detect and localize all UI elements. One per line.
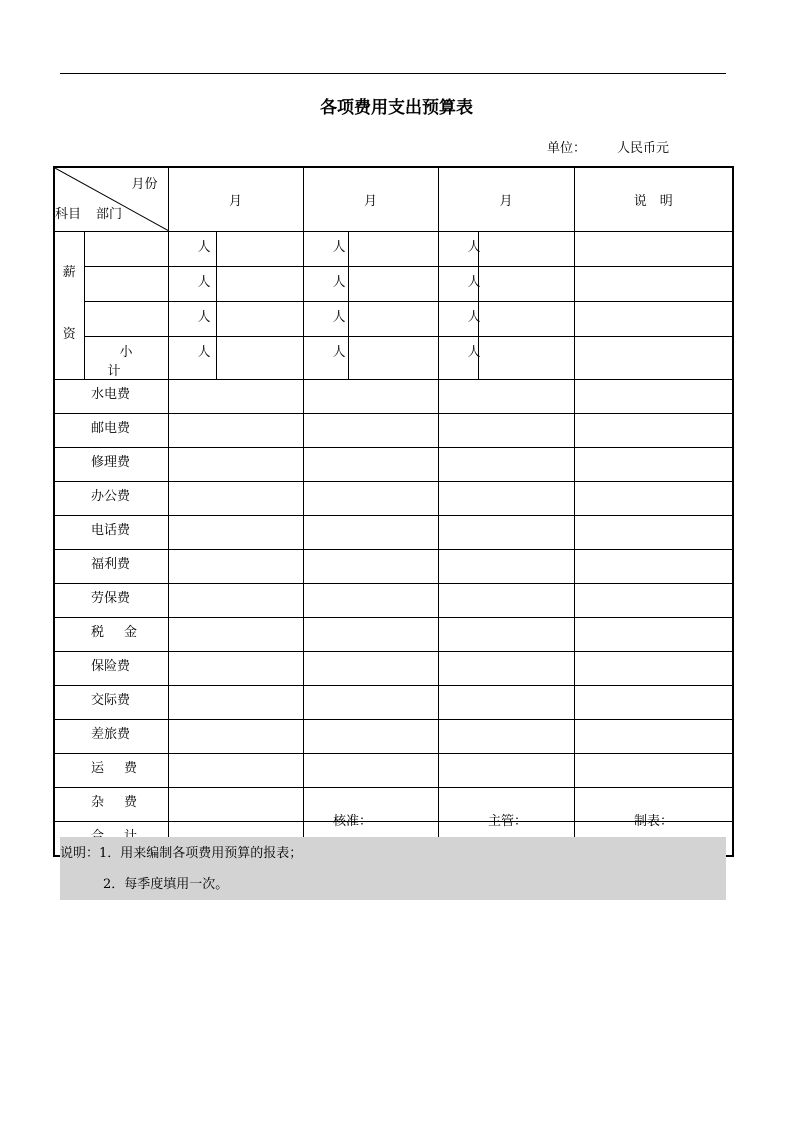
salary-subitem-cell[interactable] [84, 267, 168, 302]
amount-cell[interactable] [303, 754, 438, 788]
corner-subject-label: 科目 [55, 207, 82, 222]
amount-cell[interactable] [168, 482, 303, 516]
budget-table [53, 166, 734, 857]
remark-cell[interactable] [574, 414, 733, 448]
salary-char-2: 资 [62, 326, 76, 342]
amount-cell[interactable] [168, 788, 303, 822]
corner-month-label: 月份 [131, 177, 158, 192]
amount-cell[interactable] [168, 618, 303, 652]
amount-cell[interactable] [303, 380, 438, 414]
salary-row-1 [54, 232, 733, 267]
amount-cell[interactable] [438, 550, 574, 584]
approve-signature-label: 核准： [333, 814, 373, 829]
amount-cell[interactable] [348, 267, 438, 302]
remark-cell[interactable] [574, 267, 733, 302]
expense-label: 修理费 [54, 448, 168, 482]
remark-cell[interactable] [574, 720, 733, 754]
amount-cell[interactable] [348, 232, 438, 267]
amount-cell[interactable] [438, 618, 574, 652]
remark-cell[interactable] [574, 550, 733, 584]
person-unit: 人 [303, 267, 348, 302]
amount-cell[interactable] [168, 550, 303, 584]
person-unit: 人 [303, 232, 348, 267]
corner-dept-label: 部门 [96, 207, 123, 222]
remark-cell[interactable] [574, 482, 733, 516]
expense-label: 办公费 [54, 482, 168, 516]
remark-cell[interactable] [574, 618, 733, 652]
amount-cell[interactable] [216, 302, 303, 337]
amount-cell[interactable] [438, 516, 574, 550]
expense-label: 运费 [54, 754, 168, 788]
expense-label: 差旅费 [54, 720, 168, 754]
person-unit: 人 [168, 232, 216, 267]
remark-cell[interactable] [574, 380, 733, 414]
unit-label: 单位： [547, 141, 587, 156]
amount-cell[interactable] [168, 720, 303, 754]
expense-row [54, 380, 733, 414]
amount-cell[interactable] [303, 414, 438, 448]
person-unit: 人 [168, 337, 216, 380]
amount-cell[interactable] [168, 584, 303, 618]
person-unit: 人 [168, 267, 216, 302]
expense-row [54, 754, 733, 788]
subtotal-label: 小计 [84, 337, 168, 380]
amount-cell[interactable] [168, 448, 303, 482]
remark-cell[interactable] [574, 584, 733, 618]
amount-cell[interactable] [438, 686, 574, 720]
amount-cell[interactable] [168, 516, 303, 550]
amount-cell[interactable] [438, 652, 574, 686]
person-unit: 人 [438, 337, 478, 380]
amount-cell[interactable] [438, 448, 574, 482]
amount-cell[interactable] [478, 232, 574, 267]
person-unit: 人 [438, 267, 478, 302]
expense-label: 福利费 [54, 550, 168, 584]
amount-cell[interactable] [303, 482, 438, 516]
amount-cell[interactable] [303, 550, 438, 584]
salary-subitem-cell[interactable] [84, 232, 168, 267]
amount-cell[interactable] [168, 754, 303, 788]
remark-cell[interactable] [574, 686, 733, 720]
expense-row [54, 788, 733, 822]
amount-cell[interactable] [168, 380, 303, 414]
amount-cell[interactable] [303, 652, 438, 686]
amount-cell[interactable] [303, 618, 438, 652]
expense-row [54, 448, 733, 482]
header-row [54, 167, 733, 232]
amount-cell[interactable] [438, 482, 574, 516]
remark-cell[interactable] [574, 754, 733, 788]
amount-cell[interactable] [348, 337, 438, 380]
amount-cell[interactable] [478, 302, 574, 337]
amount-cell[interactable] [438, 754, 574, 788]
month-header-3: 月 [438, 167, 574, 232]
amount-cell[interactable] [438, 380, 574, 414]
amount-cell[interactable] [438, 720, 574, 754]
person-unit: 人 [303, 337, 348, 380]
expense-label: 交际费 [54, 686, 168, 720]
salary-char-1: 薪 [62, 264, 76, 280]
remark-cell[interactable] [574, 337, 733, 380]
expense-label: 电话费 [54, 516, 168, 550]
salary-group-cell [54, 232, 84, 380]
amount-cell[interactable] [478, 267, 574, 302]
remark-cell[interactable] [574, 652, 733, 686]
supervisor-signature-label: 主管： [488, 814, 528, 829]
person-unit: 人 [438, 232, 478, 267]
amount-cell[interactable] [438, 414, 574, 448]
amount-cell[interactable] [216, 267, 303, 302]
remark-cell[interactable] [574, 232, 733, 267]
amount-cell[interactable] [168, 652, 303, 686]
expense-row [54, 414, 733, 448]
amount-cell[interactable] [303, 686, 438, 720]
person-unit: 人 [438, 302, 478, 337]
note-line-1: 说明：1．用来编制各项费用预算的报表； [60, 846, 303, 861]
amount-cell[interactable] [168, 686, 303, 720]
remark-cell[interactable] [574, 448, 733, 482]
person-unit: 人 [303, 302, 348, 337]
expense-row [54, 618, 733, 652]
salary-row-3 [54, 302, 733, 337]
salary-subtotal-row [54, 337, 733, 380]
amount-cell[interactable] [303, 584, 438, 618]
month-header-2: 月 [303, 167, 438, 232]
expense-row [54, 686, 733, 720]
expense-row [54, 720, 733, 754]
amount-cell[interactable] [438, 584, 574, 618]
expense-label: 水电费 [54, 380, 168, 414]
remark-header: 说 明 [574, 167, 733, 232]
note-line-2: 2．每季度填用一次。 [103, 877, 229, 892]
top-rule [60, 73, 726, 74]
notes-box [60, 837, 726, 900]
expense-label: 税金 [54, 618, 168, 652]
expense-row [54, 652, 733, 686]
person-unit: 人 [168, 302, 216, 337]
page-title: 各项费用支出预算表 [320, 98, 473, 118]
remark-cell[interactable] [574, 516, 733, 550]
diagonal-header-cell [54, 167, 168, 232]
amount-cell[interactable] [216, 232, 303, 267]
amount-cell[interactable] [303, 516, 438, 550]
expense-row [54, 516, 733, 550]
expense-label: 劳保费 [54, 584, 168, 618]
amount-cell[interactable] [303, 720, 438, 754]
salary-row-2 [54, 267, 733, 302]
prepared-by-signature-label: 制表： [634, 814, 674, 829]
expense-row [54, 550, 733, 584]
amount-cell[interactable] [478, 337, 574, 380]
month-header-1: 月 [168, 167, 303, 232]
remark-cell[interactable] [574, 302, 733, 337]
amount-cell[interactable] [303, 448, 438, 482]
expense-row [54, 482, 733, 516]
amount-cell[interactable] [348, 302, 438, 337]
unit-value: 人民币元 [617, 141, 670, 156]
amount-cell[interactable] [168, 414, 303, 448]
salary-subitem-cell[interactable] [84, 302, 168, 337]
expense-label: 杂费 [54, 788, 168, 822]
expense-label: 邮电费 [54, 414, 168, 448]
expense-label: 保险费 [54, 652, 168, 686]
expense-row [54, 584, 733, 618]
amount-cell[interactable] [216, 337, 303, 380]
